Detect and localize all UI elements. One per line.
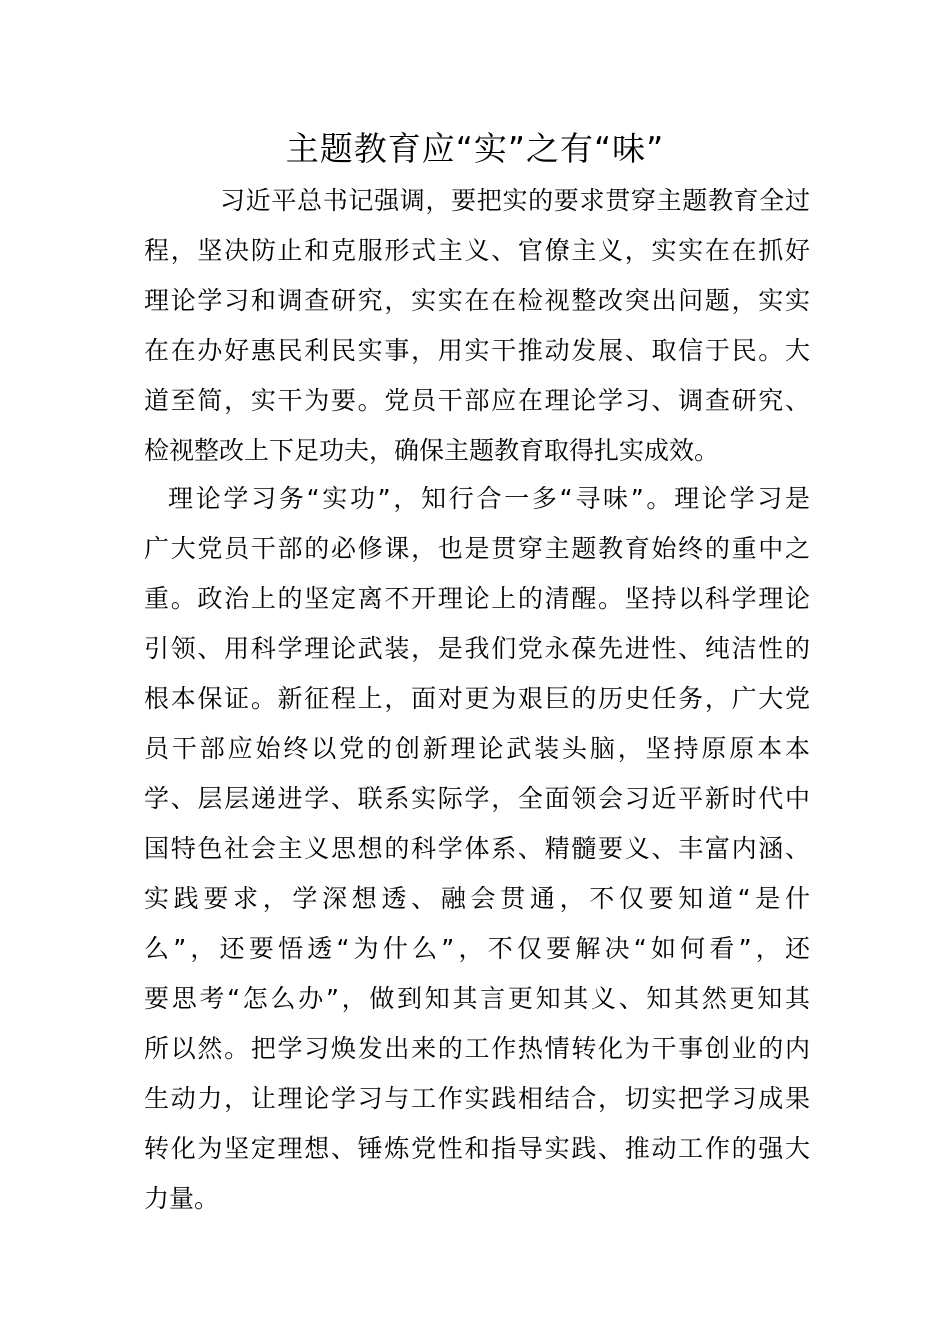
paragraph-2-line-1: 理论学习务“实功”，知行合一多“寻味”。理论学习是 (168, 484, 810, 513)
paragraph-1-line-5: 道至简，实干为要。党员干部应在理论学习、调查研究、 (144, 386, 810, 415)
paragraph-2-line-9: 实践要求，学深想透、融会贯通，不仅要知道“是什 (144, 884, 810, 913)
paragraph-2-line-4: 引领、用科学理论武装，是我们党永葆先进性、纯洁性的 (144, 634, 810, 663)
paragraph-2-line-8: 国特色社会主义思想的科学体系、精髓要义、丰富内涵、 (144, 834, 810, 863)
paragraph-2-line-15: 力量。 (144, 1184, 220, 1213)
paragraph-2-line-14: 转化为坚定理想、锤炼党性和指导实践、推动工作的强大 (144, 1134, 810, 1163)
paragraph-2-line-5: 根本保证。新征程上，面对更为艰巨的历史任务，广大党 (144, 684, 810, 713)
paragraph-2-line-3: 重。政治上的坚定离不开理论上的清醒。坚持以科学理论 (144, 584, 810, 613)
paragraph-2-line-10: 么”，还要悟透“为什么”，不仅要解决“如何看”，还 (144, 934, 810, 963)
document-title: 主题教育应“实”之有“味” (285, 129, 665, 168)
paragraph-2-line-12: 所以然。把学习焕发出来的工作热情转化为干事创业的内 (144, 1034, 810, 1063)
paragraph-1-line-1: 习近平总书记强调，要把实的要求贯穿主题教育全过 (220, 186, 810, 215)
paragraph-1-line-4: 在在办好惠民利民实事，用实干推动发展、取信于民。大 (144, 336, 810, 365)
paragraph-2-line-13: 生动力，让理论学习与工作实践相结合，切实把学习成果 (144, 1084, 810, 1113)
paragraph-1-line-2: 程，坚决防止和克服形式主义、官僚主义，实实在在抓好 (144, 236, 810, 265)
paragraph-2-line-2: 广大党员干部的必修课，也是贯穿主题教育始终的重中之 (144, 534, 810, 563)
paragraph-2-line-6: 员干部应始终以党的创新理论武装头脑，坚持原原本本 (144, 734, 810, 763)
paragraph-2-line-11: 要思考“怎么办”，做到知其言更知其义、知其然更知其 (144, 984, 810, 1013)
paragraph-1-line-6: 检视整改上下足功夫，确保主题教育取得扎实成效。 (144, 436, 720, 465)
paragraph-2-line-7: 学、层层递进学、联系实际学，全面领会习近平新时代中 (144, 784, 810, 813)
paragraph-1-line-3: 理论学习和调查研究，实实在在检视整改突出问题，实实 (144, 286, 810, 315)
